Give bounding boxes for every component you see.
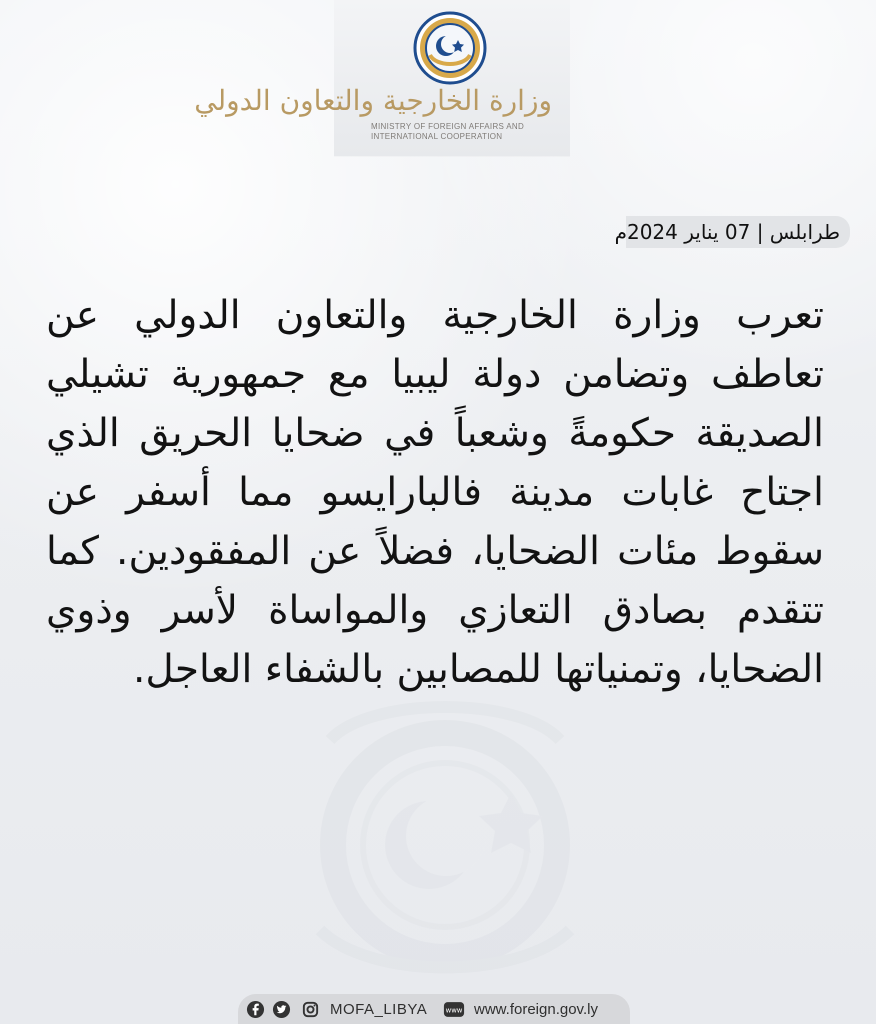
statement-body: تعرب وزارة الخارجية والتعاون الدولي عن تعاطف وتضامن دولة ليبيا مع جمهورية تشيلي الصديقة حكومةً وشعباً في ضحايا الحريق الذي اجتاح غابات مدينة فالبارايسو مما أسفر عن سقوط مئات الضحايا، فضلاً عن المفقودين. كما تتقدم بصادق التعازي والمواساة لأسر وذوي الضحايا، وتمنياتها للمصابين بالشفاء العاجل. [46, 293, 824, 692]
ministry-arabic-name: وزارة الخارجية والتعاون الدولي [194, 84, 552, 117]
social-handle[interactable]: MOFA_LIBYA [330, 1001, 428, 1018]
facebook-icon[interactable] [246, 1000, 265, 1019]
contact-footer [238, 994, 630, 1024]
ministry-header [194, 0, 570, 156]
date-location-pill: طرابلس | 07 يناير 2024م [626, 216, 850, 248]
svg-text:www: www [445, 1006, 463, 1015]
ministry-english-name-line-1: MINISTRY OF FOREIGN AFFAIRS AND [371, 122, 525, 131]
instagram-icon[interactable] [301, 1000, 320, 1019]
ministry-emblem-icon [412, 10, 488, 86]
ministry-logo [412, 10, 488, 86]
twitter-icon[interactable] [272, 1000, 291, 1019]
ministry-english-name-line-2: INTERNATIONAL COOPERATION [371, 132, 503, 141]
web-icon[interactable] [443, 1001, 465, 1018]
website-link[interactable]: www.foreign.gov.ly [474, 1001, 598, 1018]
